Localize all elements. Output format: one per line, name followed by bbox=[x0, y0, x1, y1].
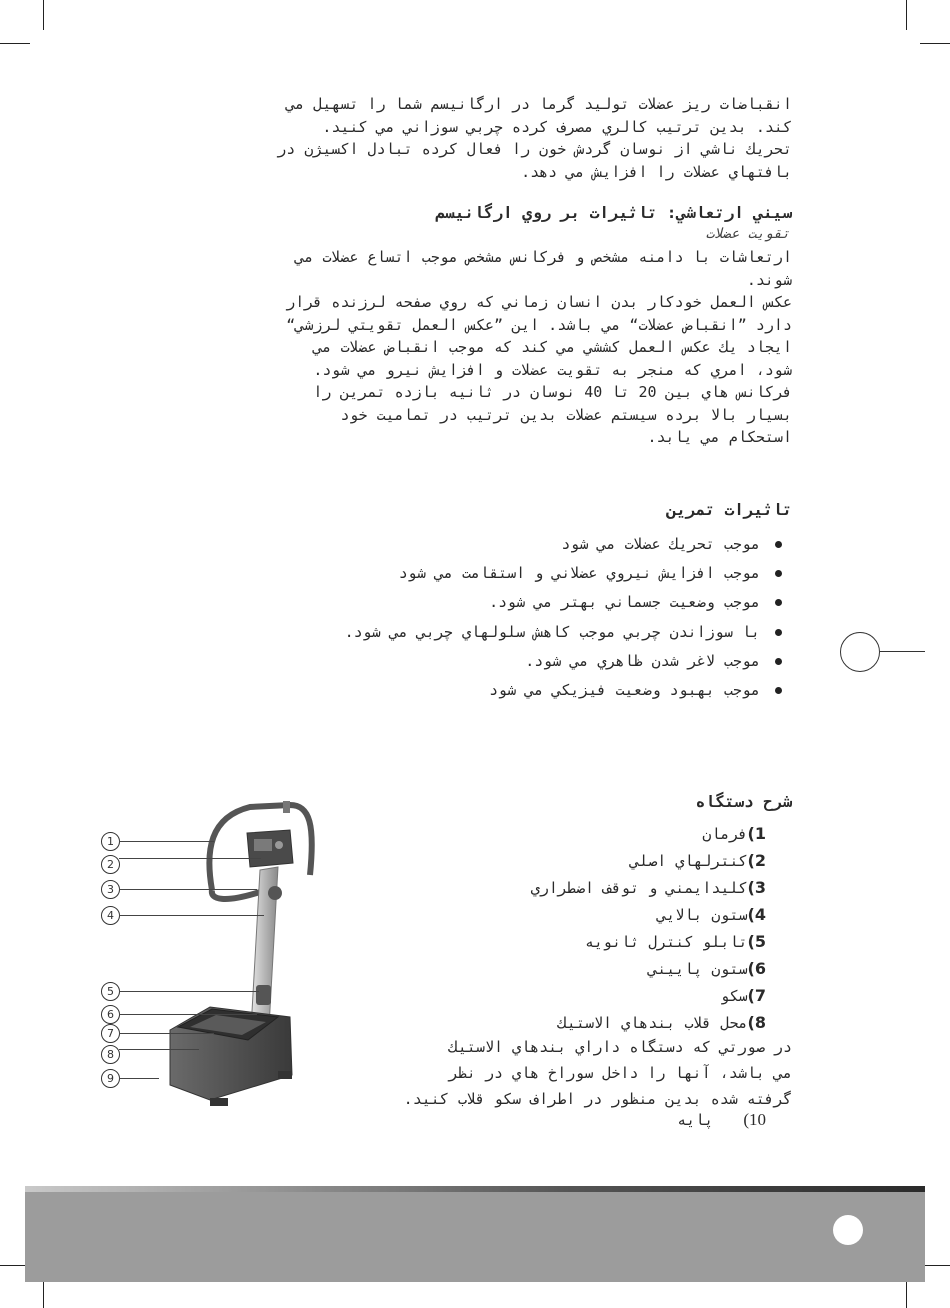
text-line: استحكام مي يابد. bbox=[647, 428, 792, 446]
vibration-machine-illustration bbox=[150, 795, 340, 1125]
text-line: در صورتي كه دستگاه داراي بندهاي الاستيك bbox=[448, 1038, 792, 1056]
bullet-icon bbox=[775, 658, 782, 665]
leader-line bbox=[119, 858, 261, 859]
bullet-icon bbox=[775, 570, 782, 577]
divider bbox=[880, 651, 925, 652]
subtitle-muscle-strength: تقويت عضلات bbox=[705, 226, 790, 242]
list-item bbox=[345, 559, 782, 588]
text-line: عكس العمل خودكار بدن انسان زماني كه روي صفحه لرزنده قرار bbox=[286, 293, 792, 311]
bullet-icon bbox=[775, 687, 782, 694]
bullet-icon bbox=[775, 599, 782, 606]
part-number: 6) bbox=[747, 959, 766, 978]
part-label: تابلو كنترل ثانويه bbox=[584, 933, 748, 951]
list-item bbox=[345, 530, 782, 559]
crop-mark bbox=[906, 1278, 907, 1308]
part-label: فرمان bbox=[702, 825, 748, 843]
list-item bbox=[531, 928, 766, 955]
text-line: كند. بدين ترتيب كالري مصرف كرده چربي سوزاني مي كنيد. bbox=[322, 117, 792, 136]
text-line: شود، امري كه منجر به تقويت عضلات و افزايش نيرو مي شود. bbox=[313, 360, 792, 379]
text-line: فركانس هاي بين 20 تا 40 نوسان در ثانيه بازده تمرين را bbox=[313, 383, 792, 401]
callout-2: 2 bbox=[101, 855, 120, 874]
part-label: سكو bbox=[720, 987, 748, 1005]
elastic-band-note bbox=[404, 1034, 792, 1112]
part-number: 3) bbox=[747, 878, 766, 897]
leader-line bbox=[119, 1014, 257, 1015]
part-label: ستون بالايي bbox=[657, 906, 748, 924]
callout-3: 3 bbox=[101, 880, 120, 899]
callout-1: 1 bbox=[101, 832, 120, 851]
exercise-bullet-list bbox=[345, 530, 782, 705]
leader-line bbox=[119, 1078, 159, 1079]
callout-7: 7 bbox=[101, 1024, 120, 1043]
list-item bbox=[345, 647, 782, 676]
text-line: انقباضات ريز عضلات توليد گرما در ارگانيسم شما را تسهيل مي bbox=[286, 95, 792, 113]
page-footer bbox=[25, 1192, 925, 1282]
callout-6: 6 bbox=[101, 1005, 120, 1024]
part-number: 7) bbox=[747, 986, 766, 1005]
leader-line bbox=[119, 991, 259, 992]
list-item bbox=[531, 1009, 766, 1036]
callout-5: 5 bbox=[101, 982, 120, 1001]
vibration-paragraph bbox=[286, 246, 792, 449]
part-number: 10) bbox=[743, 1110, 766, 1129]
part-item-base bbox=[677, 1110, 766, 1130]
text-line: گرفته شده بدين منظور در اطراف سكو قلاب كنيد. bbox=[403, 1090, 792, 1108]
part-label: كليدايمني و توقف اضطراري bbox=[530, 879, 748, 897]
bullet-icon bbox=[775, 629, 782, 636]
text-line: بسيار بالا برده سيستم عضلات بدين ترتيب در تماميت خود bbox=[340, 405, 792, 424]
callout-8: 8 bbox=[101, 1045, 120, 1064]
section-title-exercise: تاثيرات تمرين bbox=[666, 500, 792, 519]
list-item bbox=[345, 618, 782, 647]
part-label: كنترلهاي اصلي bbox=[630, 852, 748, 870]
leader-line bbox=[119, 841, 214, 842]
device-parts-list bbox=[531, 820, 766, 1036]
text-line: ارتعاشات با دامنه مشخص و فركانس مشخص موجب اتساع عضلات مي bbox=[295, 248, 792, 266]
bullet-text: موجب تحريك عضلات مي شود bbox=[561, 535, 760, 553]
bullet-text: موجب افزايش نيروي عضلاني و استقامت مي شود bbox=[398, 564, 760, 583]
list-item bbox=[531, 847, 766, 874]
leader-line bbox=[119, 915, 264, 916]
list-item bbox=[345, 676, 782, 705]
part-number: 2) bbox=[747, 851, 766, 870]
bullet-text: موجب لاغر شدن ظاهري مي شود. bbox=[525, 651, 760, 670]
part-number: 5) bbox=[747, 932, 766, 951]
text-line: تحريك ناشي از نوسان گردش خون را فعال كرده تبادل اكسيژن در bbox=[277, 140, 792, 158]
page-number-badge bbox=[833, 1215, 863, 1245]
chapter-tab-icon bbox=[840, 632, 880, 672]
crop-mark bbox=[920, 43, 950, 44]
part-number: 8) bbox=[747, 1013, 766, 1032]
intro-paragraph bbox=[277, 93, 792, 183]
list-item bbox=[531, 820, 766, 847]
list-item bbox=[531, 874, 766, 901]
callout-9: 9 bbox=[101, 1069, 120, 1088]
leader-line bbox=[119, 889, 257, 890]
crop-mark bbox=[906, 0, 907, 30]
bullet-text: موجب وضعيت جسماني بهتر مي شود. bbox=[489, 593, 760, 612]
crop-mark bbox=[43, 0, 44, 30]
list-item bbox=[531, 955, 766, 982]
leader-line bbox=[119, 1049, 199, 1050]
bullet-text: موجب بهبود وضعيت فيزيكي مي شود bbox=[489, 680, 760, 699]
part-label: محل قلاب بندهاي الاستيك bbox=[557, 1014, 748, 1032]
part-number: 4) bbox=[747, 905, 766, 924]
text-line: بافتهاي عضلات را افزايش مي دهد. bbox=[521, 162, 792, 181]
callout-4: 4 bbox=[101, 906, 120, 925]
crop-mark bbox=[43, 1278, 44, 1308]
text-line: مي باشد، آنها را داخل سوراخ هاي در نظر bbox=[448, 1064, 792, 1082]
text-line: شوند. bbox=[746, 270, 792, 289]
part-number: 1) bbox=[747, 824, 766, 843]
crop-mark bbox=[0, 43, 30, 44]
section-title-vibration: سيني ارتعاشي: تاثيرات بر روي ارگانيسم bbox=[435, 203, 792, 222]
list-item bbox=[531, 982, 766, 1009]
list-item bbox=[345, 588, 782, 617]
part-label: ستون پاييني bbox=[648, 960, 748, 978]
section-title-device: شرح دستگاه bbox=[695, 792, 792, 811]
bullet-text: با سوزاندن چربي موجب كاهش سلولهاي چربي مي شود. bbox=[344, 622, 760, 641]
list-item bbox=[531, 901, 766, 928]
part-label: پايه bbox=[677, 1111, 714, 1129]
leader-line bbox=[119, 1033, 214, 1034]
bullet-icon bbox=[775, 541, 782, 548]
text-line: دارد ”انقباض عضلات“ مي باشد. اين ”عكس العمل تقويتي لرزشي“ bbox=[286, 315, 792, 334]
text-line: ايجاد يك عكس العمل كششي مي كند كه موجب انقباض عضلات مي bbox=[313, 338, 792, 356]
